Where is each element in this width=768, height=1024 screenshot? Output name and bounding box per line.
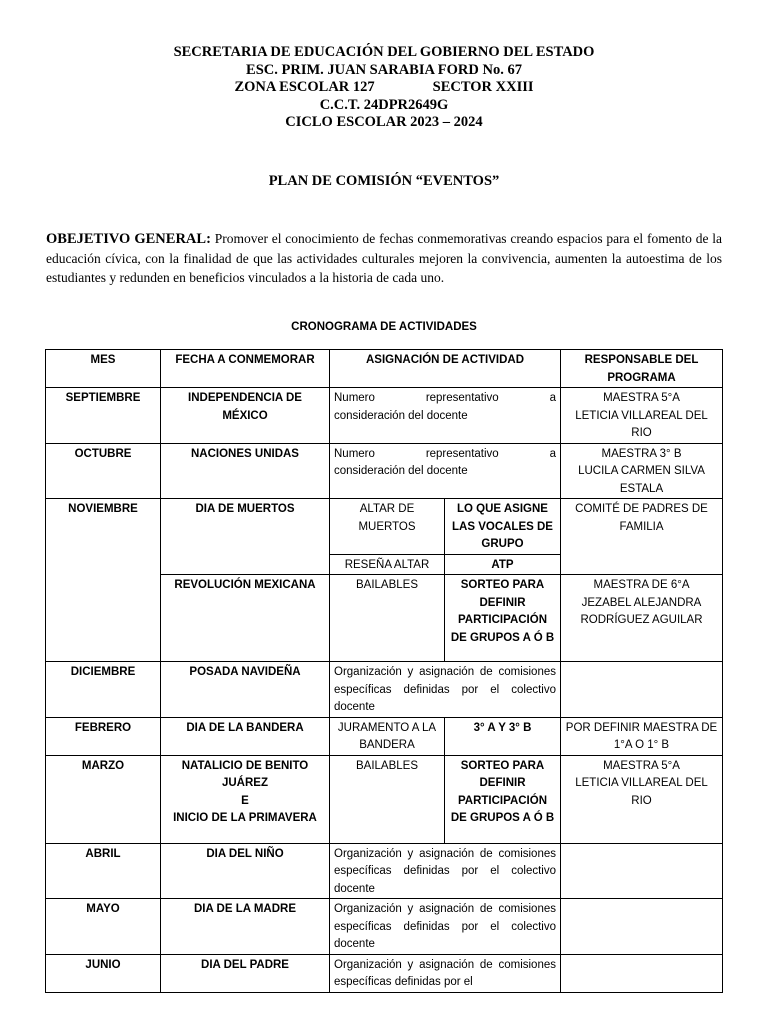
schedule-table bbox=[45, 349, 723, 993]
activity-line-1: Numero representativo a bbox=[334, 447, 556, 460]
cell-month: ABRIL bbox=[46, 843, 161, 899]
responsible-line-2: LUCILA CARMEN SILVA ESTALA bbox=[578, 465, 705, 495]
cell-month: FEBRERO bbox=[46, 717, 161, 755]
responsible-line-2: JEZABEL ALEJANDRA RODRÍGUEZ AGUILAR bbox=[580, 596, 703, 626]
header-responsible: RESPONSABLE DEL PROGRAMA bbox=[561, 350, 723, 388]
cell-responsible: COMITÉ DE PADRES DE FAMILIA bbox=[561, 499, 723, 575]
cell-responsible bbox=[561, 755, 723, 843]
cell-month: SEPTIEMBRE bbox=[46, 388, 161, 444]
header-month: MES bbox=[46, 350, 161, 388]
cell-responsible bbox=[561, 899, 723, 955]
cell-activity: Organización y asignación de comisiones específicas definidas por el bbox=[330, 954, 561, 992]
cell-responsible bbox=[561, 575, 723, 662]
cell-responsible bbox=[561, 843, 723, 899]
responsible-line-2: LETICIA VILLAREAL DEL RIO bbox=[575, 409, 708, 439]
schedule-title: CRONOGRAMA DE ACTIVIDADES bbox=[291, 321, 477, 333]
plan-title: PLAN DE COMISIÓN “EVENTOS” bbox=[268, 173, 500, 189]
cell-date: DIA DE MUERTOS bbox=[161, 499, 330, 575]
cell-activity: RESEÑA ALTAR bbox=[330, 554, 445, 575]
table-row bbox=[46, 662, 723, 718]
header-school: ESC. PRIM. JUAN SARABIA FORD No. 67 bbox=[246, 61, 522, 78]
cell-assignment: SORTEO PARA DEFINIR PARTICIPACIÓN DE GRUPOS A Ó B bbox=[445, 575, 561, 662]
cell-month: NOVIEMBRE bbox=[46, 499, 161, 662]
date-line-1: NATALICIO DE BENITO JUÁREZ bbox=[181, 759, 309, 789]
responsible-line-1: MAESTRA DE 6°A bbox=[593, 579, 690, 591]
table-row bbox=[46, 717, 723, 755]
cell-date: DIA DE LA BANDERA bbox=[161, 717, 330, 755]
cell-responsible bbox=[561, 954, 723, 992]
cell-activity: ALTAR DE MUERTOS bbox=[330, 499, 445, 555]
header-date: FECHA A CONMEMORAR bbox=[161, 350, 330, 388]
cell-activity: JURAMENTO A LA BANDERA bbox=[330, 717, 445, 755]
header-secretaria: SECRETARIA DE EDUCACIÓN DEL GOBIERNO DEL ESTADO bbox=[173, 44, 595, 60]
cell-activity bbox=[330, 388, 561, 444]
table-row bbox=[46, 443, 723, 499]
cell-activity: BAILABLES bbox=[330, 575, 445, 662]
cell-date bbox=[161, 755, 330, 843]
cell-month: DICIEMBRE bbox=[46, 662, 161, 718]
header-school-year: CICLO ESCOLAR 2023 – 2024 bbox=[285, 114, 483, 130]
activity-line-2: consideración del docente bbox=[334, 465, 468, 477]
activity-line-1: Numero representativo a bbox=[334, 392, 556, 404]
cell-month: OCTUBRE bbox=[46, 443, 161, 499]
header-activity: ASIGNACIÓN DE ACTIVIDAD bbox=[330, 350, 561, 388]
cell-date: NACIONES UNIDAS bbox=[161, 443, 330, 499]
activity-line-2: consideración del docente bbox=[334, 409, 468, 422]
cell-assignment: ATP bbox=[445, 554, 561, 575]
table-row bbox=[46, 499, 723, 555]
header-sector: SECTOR XXIII bbox=[432, 79, 534, 95]
cell-assignment: SORTEO PARA DEFINIR PARTICIPACIÓN DE GRUPOS A Ó B bbox=[445, 755, 561, 843]
table-row bbox=[46, 843, 723, 899]
cell-date: DIA DEL PADRE bbox=[161, 954, 330, 992]
cell-date: DIA DE LA MADRE bbox=[161, 899, 330, 955]
table-header-row bbox=[46, 350, 723, 388]
table-row bbox=[46, 388, 723, 444]
cell-date: REVOLUCIÓN MEXICANA bbox=[161, 575, 330, 662]
cell-responsible bbox=[561, 388, 723, 444]
cell-activity: BAILABLES bbox=[330, 755, 445, 843]
responsible-line-1: MAESTRA 3° B bbox=[601, 447, 682, 460]
table-row bbox=[46, 899, 723, 955]
responsible-line-2: LETICIA VILLAREAL DEL RIO bbox=[575, 777, 708, 807]
cell-activity bbox=[330, 443, 561, 499]
header-zone-sector bbox=[0, 79, 768, 97]
header-zone: ZONA ESCOLAR 127 bbox=[234, 79, 375, 95]
responsible-line-1: MAESTRA 5°A bbox=[603, 392, 680, 404]
cell-responsible bbox=[561, 662, 723, 718]
header-cct: C.C.T. 24DPR2649G bbox=[319, 96, 449, 113]
cell-date: DIA DEL NIÑO bbox=[161, 843, 330, 899]
cell-month: JUNIO bbox=[46, 954, 161, 992]
cell-assignment: 3° A Y 3° B bbox=[445, 717, 561, 755]
date-line-2: E bbox=[241, 794, 249, 807]
objective-paragraph bbox=[46, 229, 722, 287]
cell-month: MAYO bbox=[46, 899, 161, 955]
document-header bbox=[0, 44, 768, 132]
objective-label: OBEJETIVO GENERAL: bbox=[46, 231, 211, 247]
cell-date: POSADA NAVIDEÑA bbox=[161, 662, 330, 718]
cell-month: MARZO bbox=[46, 755, 161, 843]
responsible-line-1: MAESTRA 5°A bbox=[603, 759, 680, 772]
table-row bbox=[46, 755, 723, 843]
cell-responsible: POR DEFINIR MAESTRA DE 1°A O 1° B bbox=[561, 717, 723, 755]
cell-activity: Organización y asignación de comisiones específicas definidas por el colectivo docente bbox=[330, 662, 561, 718]
cell-responsible bbox=[561, 443, 723, 499]
cell-assignment: LO QUE ASIGNE LAS VOCALES DE GRUPO bbox=[445, 499, 561, 555]
date-line-3: INICIO DE LA PRIMAVERA bbox=[173, 812, 317, 824]
cell-activity: Organización y asignación de comisiones específicas definidas por el colectivo docente bbox=[330, 899, 561, 955]
table-row bbox=[46, 954, 723, 992]
cell-activity: Organización y asignación de comisiones específicas definidas por el colectivo docente bbox=[330, 843, 561, 899]
cell-date: INDEPENDENCIA DE MÉXICO bbox=[161, 388, 330, 444]
objective-text: Promover el conocimiento de fechas conmemorativas creando espacios para el fomento de la educación cívica, con la finalidad de que las actividades culturales mejoren la convivencia, aumenten la autoestima de los estudiantes y redunden en beneficios vinculados a la historia de cada uno. bbox=[46, 231, 723, 285]
